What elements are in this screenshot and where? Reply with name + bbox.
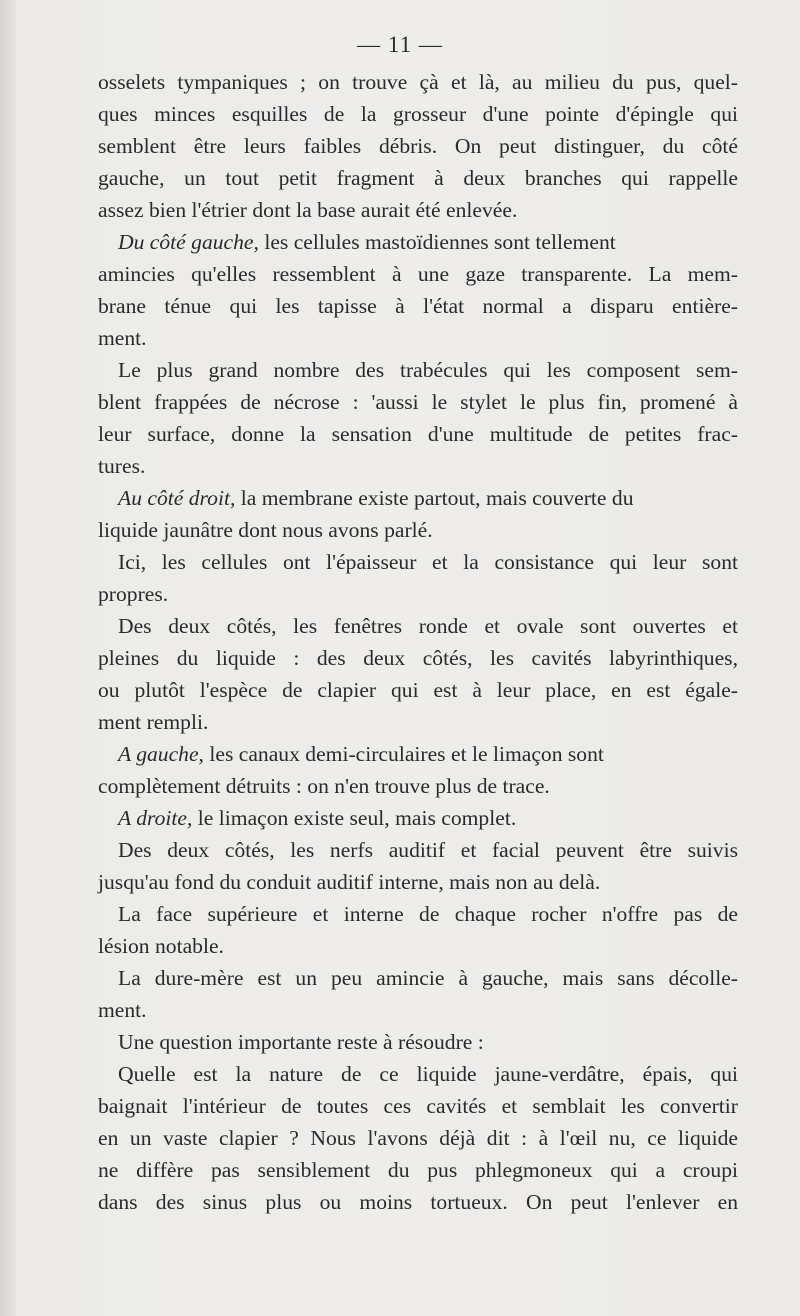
italic-heading: Au côté droit, <box>118 486 236 510</box>
italic-heading: Du côté gauche, <box>118 230 259 254</box>
text-line: Ici, les cellules ont l'épaisseur et la consistance qui leur sont <box>118 550 738 574</box>
text-line: ment rempli. <box>98 710 209 734</box>
text-fragment: les cellules mastoïdiennes sont tellement <box>258 230 616 254</box>
text-line: Une question importante reste à résoudre : <box>118 1030 484 1054</box>
text-line <box>98 802 738 834</box>
text-line: brane ténue qui les tapisse à l'état normal a disparu entière- <box>98 294 738 318</box>
text-line: pleines du liquide : des deux côtés, les cavités labyrinthiques, <box>98 646 738 670</box>
text-fragment: le limaçon existe seul, mais complet. <box>192 806 517 830</box>
text-line: ment. <box>98 998 147 1022</box>
text-line: semblent être leurs faibles débris. On peut distinguer, du côté <box>98 134 738 158</box>
text-line: Des deux côtés, les fenêtres ronde et ovale sont ouvertes et <box>118 614 738 638</box>
text-line: assez bien l'étrier dont la base aurait été enlevée. <box>98 198 518 222</box>
text-line: jusqu'au fond du conduit auditif interne, mais non au delà. <box>98 870 601 894</box>
body-text <box>98 66 738 1218</box>
text-line <box>98 738 738 770</box>
text-line: osselets tympaniques ; on trouve çà et là, au milieu du pus, quel- <box>98 70 738 94</box>
text-line: ne diffère pas sensiblement du pus phlegmoneux qui a croupi <box>98 1158 738 1182</box>
text-line: lésion notable. <box>98 934 224 958</box>
text-line: en un vaste clapier ? Nous l'avons déjà dit : à l'œil nu, ce liquide <box>98 1126 738 1150</box>
text-line: Quelle est la nature de ce liquide jaune-verdâtre, épais, qui <box>118 1062 738 1086</box>
italic-heading: A droite, <box>118 806 193 830</box>
text-line: ment. <box>98 326 147 350</box>
text-line: amincies qu'elles ressemblent à une gaze transparente. La mem- <box>98 262 738 286</box>
text-line: propres. <box>98 582 169 606</box>
text-line: Des deux côtés, les nerfs auditif et facial peuvent être suivis <box>118 838 738 862</box>
text-line: tures. <box>98 454 146 478</box>
text-line: gauche, un tout petit fragment à deux branches qui rappelle <box>98 166 738 190</box>
text-line: dans des sinus plus ou moins tortueux. On peut l'enlever en <box>98 1190 738 1214</box>
text-line: complètement détruits : on n'en trouve plus de trace. <box>98 774 550 798</box>
text-line: ou plutôt l'espèce de clapier qui est à leur place, en est égale- <box>98 678 738 702</box>
text-line <box>98 482 738 514</box>
text-line: baignait l'intérieur de toutes ces cavités et semblait les convertir <box>98 1094 738 1118</box>
text-line <box>98 226 738 258</box>
text-fragment: les canaux demi-circulaires et le limaçon sont <box>203 742 604 766</box>
text-fragment: la membrane existe partout, mais couverte du <box>235 486 634 510</box>
text-line: La face supérieure et interne de chaque rocher n'offre pas de <box>118 902 738 926</box>
page-number: — 11 — <box>357 32 443 57</box>
text-line: liquide jaunâtre dont nous avons parlé. <box>98 518 433 542</box>
text-line: blent frappées de nécrose : 'aussi le stylet le plus fin, promené à <box>98 390 738 414</box>
text-line: ques minces esquilles de la grosseur d'une pointe d'épingle qui <box>98 102 738 126</box>
text-line: leur surface, donne la sensation d'une multitude de petites frac- <box>98 422 738 446</box>
text-line: La dure-mère est un peu amincie à gauche, mais sans décolle- <box>118 966 738 990</box>
text-line: Le plus grand nombre des trabécules qui les composent sem- <box>118 358 738 382</box>
page-binding-edge <box>0 0 16 1316</box>
italic-heading: A gauche, <box>118 742 204 766</box>
